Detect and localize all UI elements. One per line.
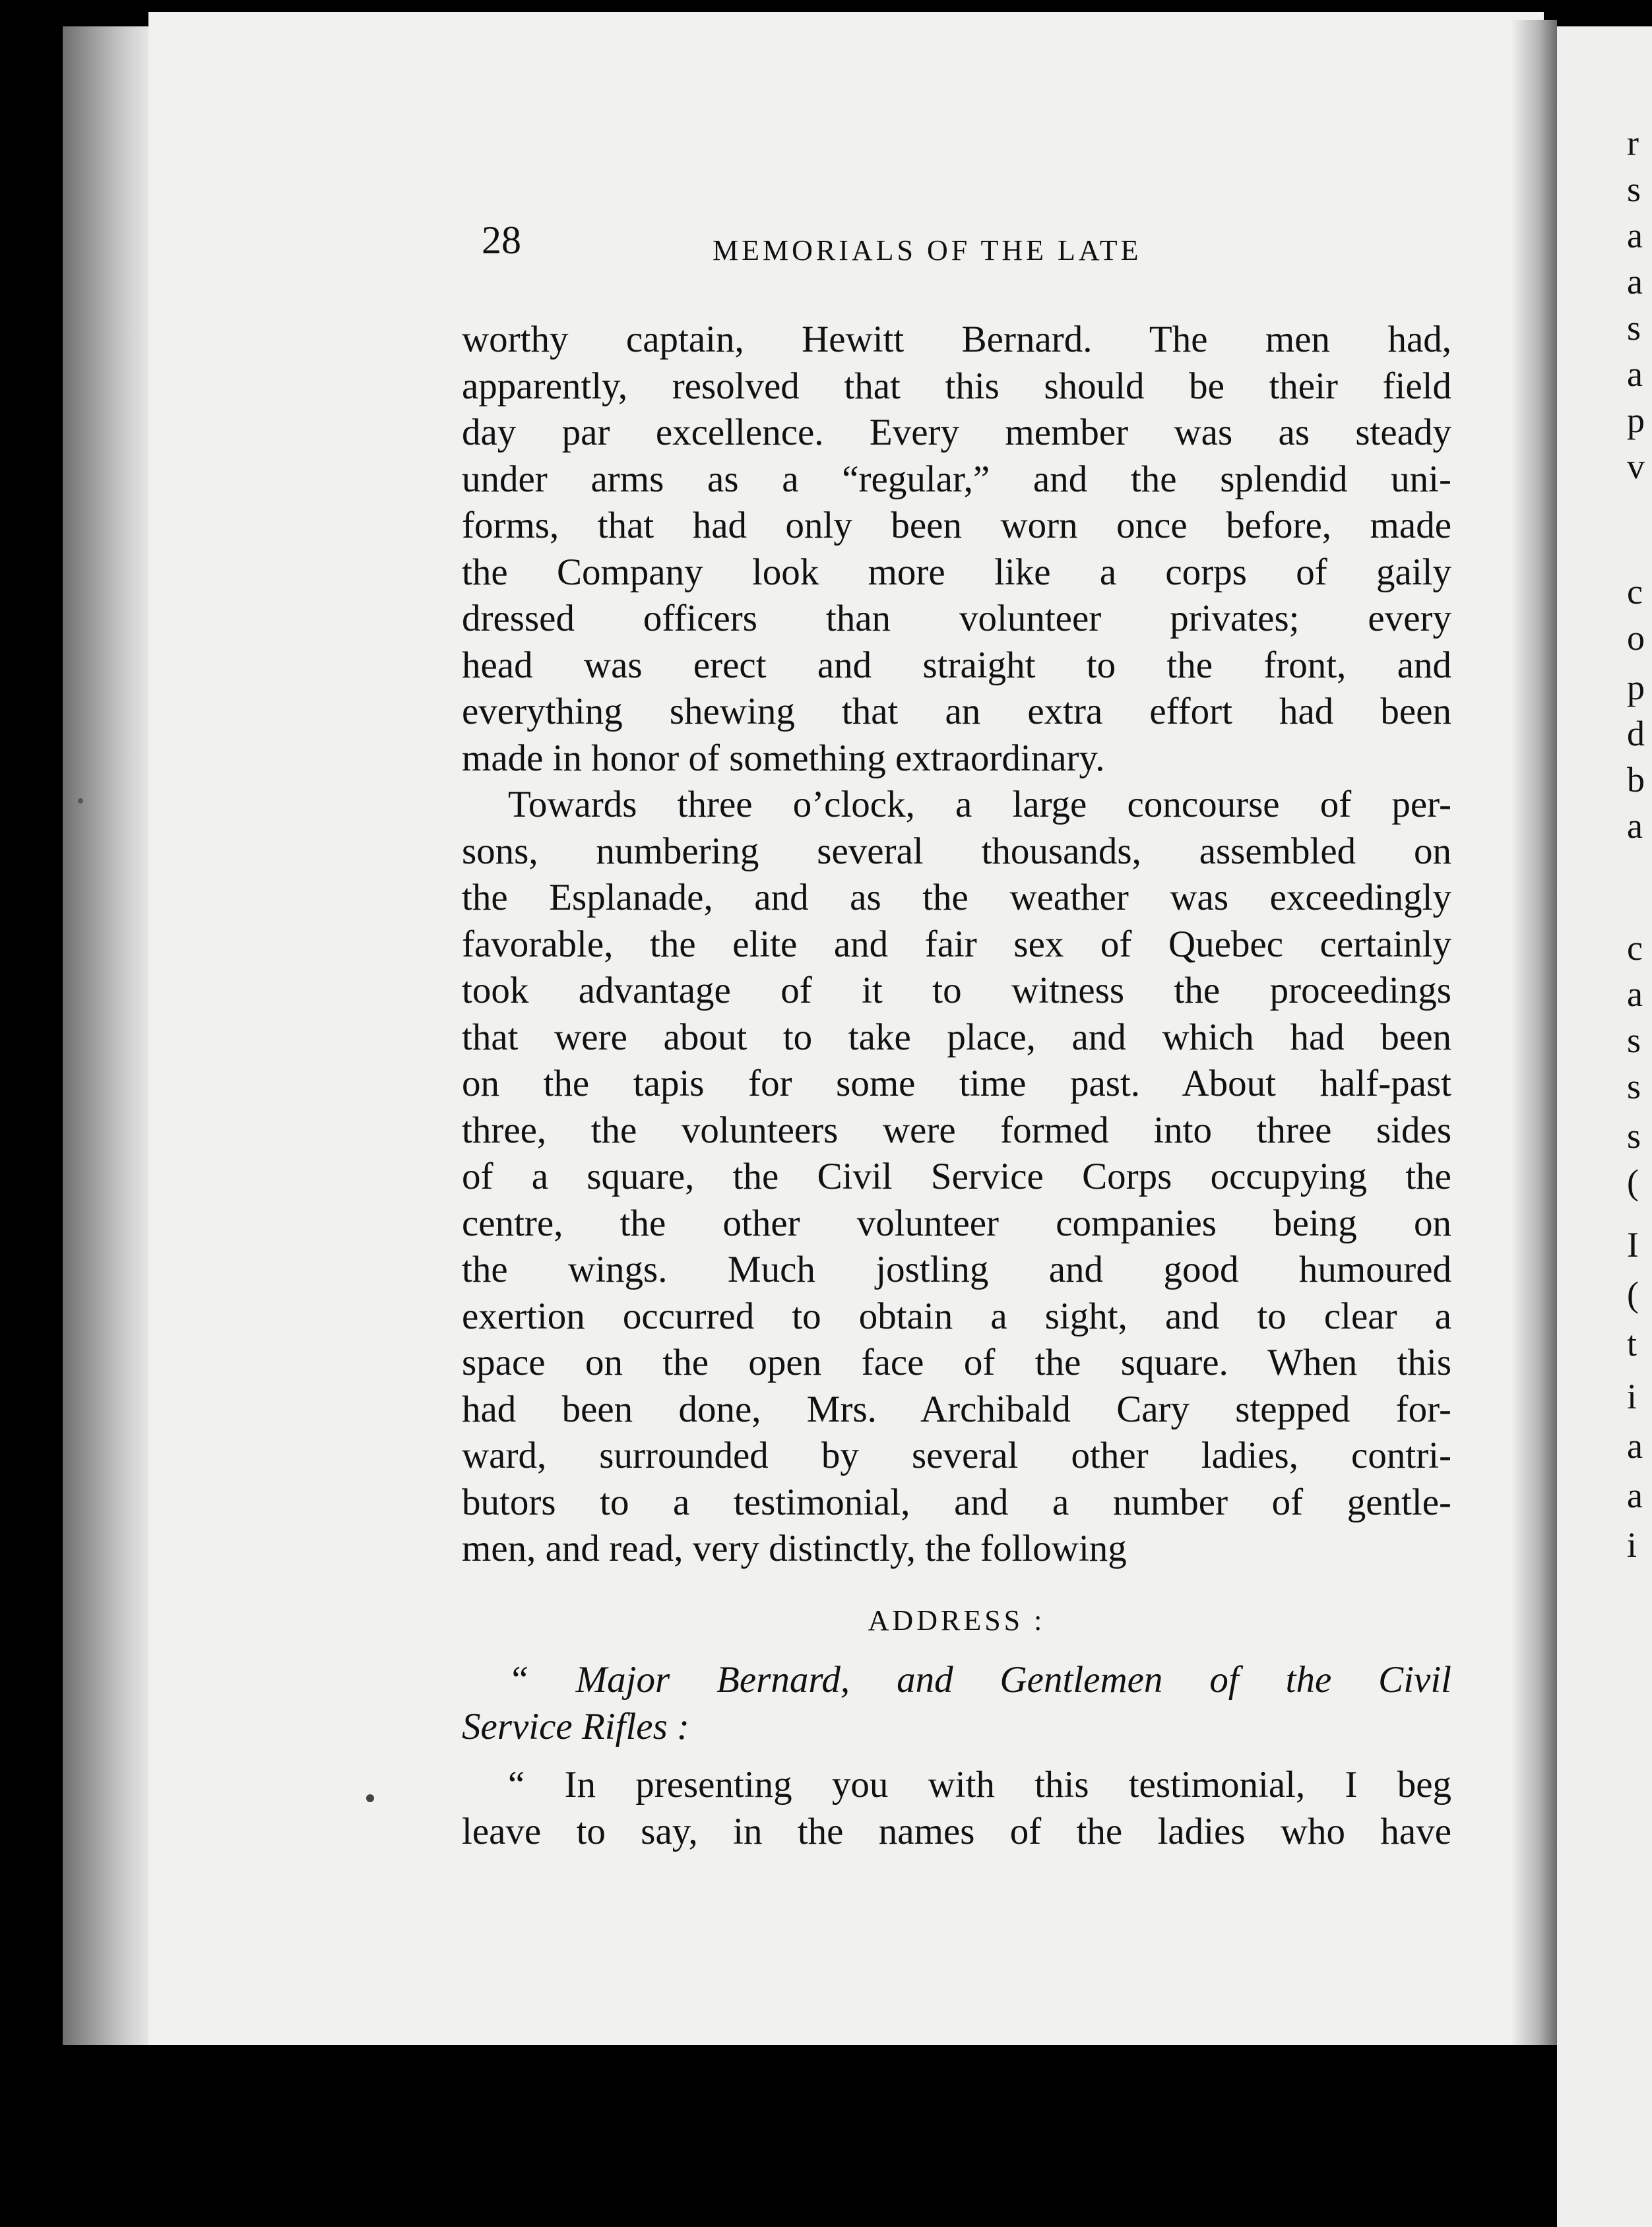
text-line: everything shewing that an extra effort had been xyxy=(462,691,1451,732)
text-line: “ Major Bernard, and Gentlemen of the Civil xyxy=(508,1659,1451,1701)
text-line: took advantage of it to witness the proceedings xyxy=(462,970,1451,1011)
facing-page-letter: s xyxy=(1627,170,1641,209)
text-line: apparently, resolved that this should be their field xyxy=(462,365,1451,407)
facing-page-letter: t xyxy=(1627,1324,1637,1364)
paragraph-3 xyxy=(462,1762,1451,1855)
stray-mark xyxy=(78,798,83,803)
text-line: leave to say, in the names of the ladies who have xyxy=(462,1810,1451,1852)
facing-page-letter: a xyxy=(1627,216,1643,255)
facing-page-letter: i xyxy=(1627,1525,1637,1565)
facing-page-letter: a xyxy=(1627,1476,1643,1515)
text-line: favorable, the elite and fair sex of Quebec certainly xyxy=(462,923,1451,965)
facing-page-letter: r xyxy=(1627,123,1639,163)
facing-page-letter: a xyxy=(1627,354,1643,394)
facing-page-letter: p xyxy=(1627,668,1645,707)
facing-page-letter: s xyxy=(1627,1116,1641,1156)
text-line: “ In presenting you with this testimonial, I beg xyxy=(508,1764,1451,1805)
facing-page-letter: v xyxy=(1627,447,1645,486)
facing-page-letter: a xyxy=(1627,1426,1643,1466)
facing-page-letter: a xyxy=(1627,262,1643,301)
text-line: sons, numbering several thousands, assembled on xyxy=(462,830,1451,872)
facing-page-letter: c xyxy=(1627,928,1643,968)
address-heading: ADDRESS : xyxy=(868,1604,1046,1637)
facing-page-letter: s xyxy=(1627,1020,1641,1060)
paragraph-1 xyxy=(462,317,1451,782)
text-line: that were about to take place, and which had been xyxy=(462,1016,1451,1058)
facing-page-letter: i xyxy=(1627,1377,1637,1416)
text-line: day par excellence. Every member was as steady xyxy=(462,412,1451,453)
facing-page-letter: a xyxy=(1627,974,1643,1014)
text-line: exertion occurred to obtain a sight, and to clear a xyxy=(462,1295,1451,1337)
facing-page-letter: s xyxy=(1627,308,1641,348)
text-line: ward, surrounded by several other ladies, contri- xyxy=(462,1435,1451,1476)
facing-page-letter: p xyxy=(1627,400,1645,440)
text-line: had been done, Mrs. Archibald Cary stepped for- xyxy=(462,1388,1451,1430)
facing-page-letter: I xyxy=(1627,1225,1639,1265)
facing-page-letter: o xyxy=(1627,618,1645,658)
text-line: three, the volunteers were formed into three sides xyxy=(462,1109,1451,1151)
page-number: 28 xyxy=(482,218,521,262)
page-gutter xyxy=(1511,20,1557,2058)
book-spine-edge xyxy=(63,26,148,2045)
facing-page-letter: d xyxy=(1627,714,1645,753)
running-head: MEMORIALS OF THE LATE xyxy=(713,234,1142,267)
bottom-shadow xyxy=(79,2045,1557,2227)
facing-page-letter: c xyxy=(1627,572,1643,612)
salutation xyxy=(462,1657,1451,1750)
facing-page-fragment xyxy=(1557,26,1652,2227)
facing-page-letter: ( xyxy=(1627,1162,1639,1202)
text-line: head was erect and straight to the front, and xyxy=(462,644,1451,686)
paragraph-2 xyxy=(462,782,1451,1573)
text-line: worthy captain, Hewitt Bernard. The men had, xyxy=(462,319,1451,360)
facing-page-letter: b xyxy=(1627,760,1645,800)
text-line: men, and read, very distinctly, the following xyxy=(462,1528,1127,1569)
text-line: the wings. Much jostling and good humoured xyxy=(462,1249,1451,1290)
text-line: the Company look more like a corps of gaily xyxy=(462,551,1451,593)
facing-page-letter: ( xyxy=(1627,1274,1639,1314)
ink-dot xyxy=(366,1794,374,1802)
text-line: centre, the other volunteer companies being on xyxy=(462,1202,1451,1244)
text-line: made in honor of something extraordinary. xyxy=(462,737,1105,779)
text-line: of a square, the Civil Service Corps occupying the xyxy=(462,1156,1451,1197)
text-line: space on the open face of the square. When this xyxy=(462,1342,1451,1383)
facing-page-letter: a xyxy=(1627,806,1643,846)
text-line: on the tapis for some time past. About half-past xyxy=(462,1063,1451,1104)
text-line: forms, that had only been worn once before, made xyxy=(462,505,1451,546)
text-line: under arms as a “regular,” and the splendid uni- xyxy=(462,458,1451,500)
facing-page-letter: s xyxy=(1627,1067,1641,1106)
text-line: the Esplanade, and as the weather was exceedingly xyxy=(462,877,1451,918)
text-line: dressed officers than volunteer privates; every xyxy=(462,598,1451,639)
body-text xyxy=(462,317,1451,1855)
text-line: Service Rifles : xyxy=(462,1705,690,1747)
text-line: butors to a testimonial, and a number of gentle- xyxy=(462,1481,1451,1523)
text-line: Towards three o’clock, a large concourse of per- xyxy=(508,784,1451,825)
page-header xyxy=(482,218,1498,270)
